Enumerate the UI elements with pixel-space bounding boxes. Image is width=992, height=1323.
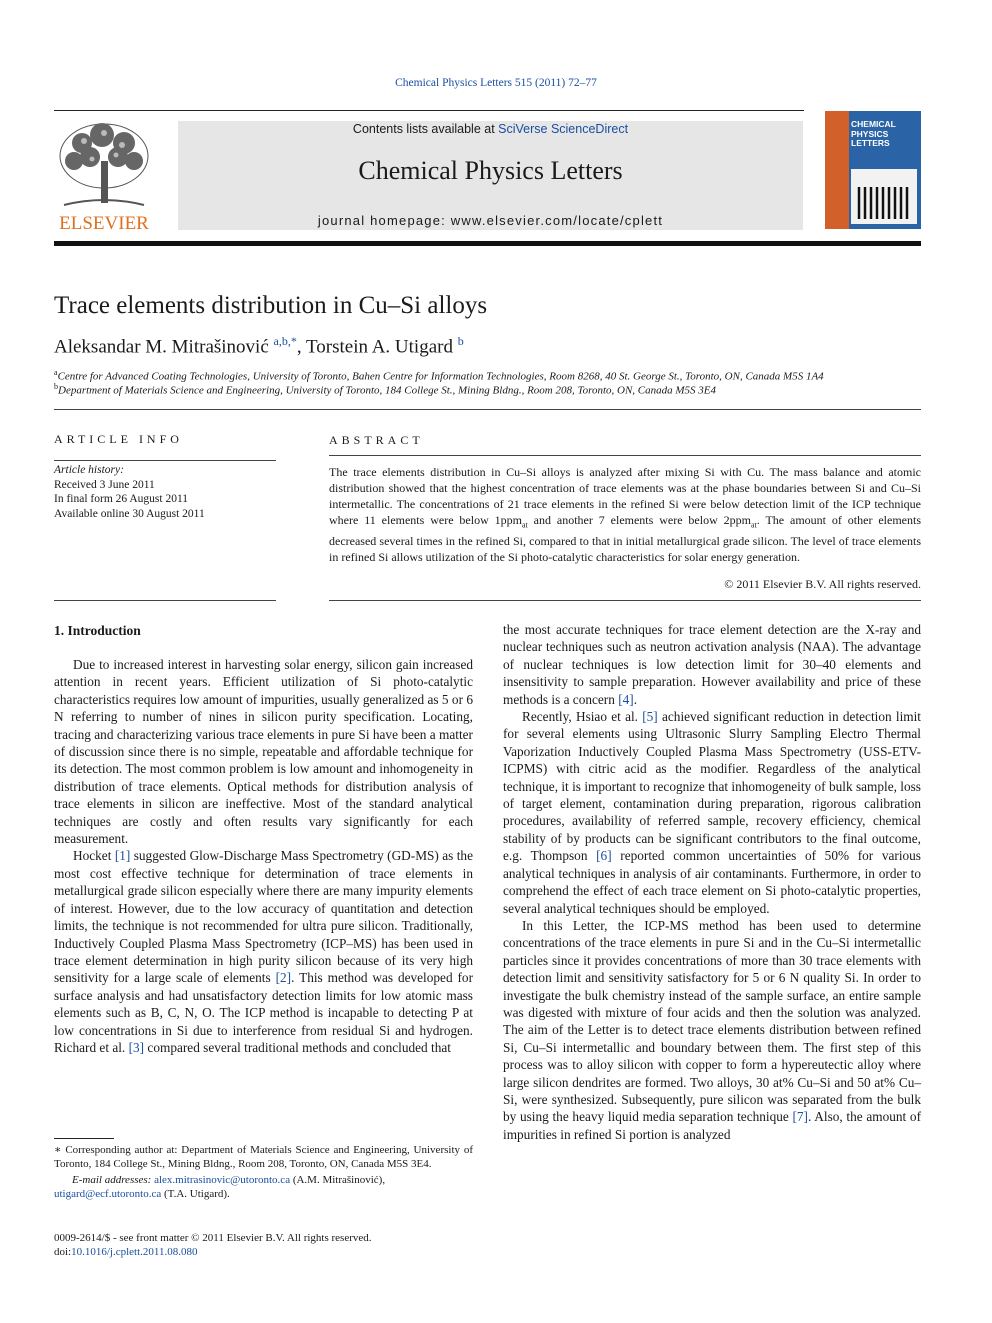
elsevier-logo (54, 121, 154, 233)
citation-link[interactable]: [5] (642, 709, 658, 725)
author-affiliation-sup[interactable]: b (457, 334, 464, 348)
sciencedirect-link[interactable]: SciVerse ScienceDirect (498, 122, 629, 136)
history-label: Article history: (54, 464, 124, 476)
contents-prefix: Contents lists available at (352, 122, 499, 136)
online-date: Available online 30 August 2011 (54, 507, 205, 520)
cover-strip (825, 111, 849, 229)
corresponding-author-note: ∗ Corresponding author at: Department of Materials Science and Engineering, University of Toronto, 184 College St., Mining Bldng., Room 208, Toronto, ON, Canada M5S 3E4. (54, 1144, 473, 1170)
cover-graphic (851, 169, 917, 224)
left-column (54, 656, 473, 1056)
author-list (54, 334, 464, 358)
info-rule (54, 460, 276, 461)
text-run: In this Letter, the ICP-MS method has been used to determine concentrations of the trace elements in pure Si and in the Cu–Si intermetallic particles since it provides concentrations of more than 30 trace elements with detection limit and sensitivity satisfactory for 5 or 6 N quality Si. In order to investigate the bulk chemistry instead of the sample surface, an entire sample was digested with mixture of four acids and then the solution was analyzed. The aim of the Letter is to detect trace elements distribution between refined Si, Cu–Si intermetallic and boundary between them. The first step of this process was to alloy silicon with copper to form a hypereutectic alloy where large silicon dendrites are formed. Two alloys, 30 at% Cu–Si and 50 at% Cu–Si, were synthesized. Subsequently, pure silicon was separated from the bulk by using the heavy liquid media separation technique (503, 917, 921, 1125)
journal-name: Chemical Physics Letters (358, 156, 623, 185)
elsevier-wordmark: ELSEVIER (59, 213, 149, 233)
issn-line: 0009-2614/$ - see front matter © 2011 Elsevier B.V. All rights reserved. (54, 1232, 372, 1244)
affiliation-text: Department of Materials Science and Engineering, University of Toronto, 184 College St., Mining Bldng., Room 208, Toronto, ON, Canada M5S 3E4 (58, 384, 717, 397)
abstract-part: and another 7 elements were below 2ppm (527, 513, 751, 527)
paragraph (54, 847, 473, 1056)
citation-link[interactable]: [1] (114, 848, 131, 864)
citation-link[interactable]: [2] (275, 970, 292, 986)
citation-link[interactable]: [4] (618, 691, 634, 707)
paragraph (503, 621, 921, 708)
section-rule (54, 409, 921, 410)
article-info-heading: ARTICLE INFO (54, 432, 183, 446)
corresponding-footnote (54, 1143, 473, 1201)
section-heading: 1. Introduction (54, 623, 141, 638)
email-owner: (T.A. Utigard). (161, 1188, 230, 1200)
abstract-text (329, 464, 921, 565)
affiliation-b: $^b$Department of Materials Science and Engineering, University of Toronto, 184 College St., Mining Bldng., Room 208, Toronto, ON, Canada M5S 3E4 (54, 382, 717, 397)
abstract-part: . The amount of other elements decreased several times in the refined Si, compared to that in initial metallurgical grade silicon. The level of trace elements in refined Si allows utilization of the Si photo-catalytic characteristics for solar energy generation. (329, 513, 921, 565)
email-link[interactable]: utigard@ecf.utoronto.ca (54, 1188, 162, 1200)
doi-line (54, 1245, 198, 1259)
cover-title-line: PHYSICS (851, 128, 889, 139)
final-form-date: In final form 26 August 2011 (54, 493, 189, 505)
cover-title (851, 120, 896, 149)
article-history (54, 463, 205, 521)
elsevier-tree-icon (54, 121, 154, 233)
journal-reference[interactable]: Chemical Physics Letters 515 (2011) 72–77 (395, 77, 597, 89)
paragraph (503, 708, 921, 917)
contents-line (178, 122, 803, 136)
right-column (503, 621, 921, 1143)
text-run: achieved significant reduction in detection limit for several elements using Ultrasonic Slurry Sampling Electro Thermal Vaporization Inductively Coupled Plasma Mass Spectrometry (USS-ETV-ICPMS) with citric acid as the modifier. Regardless of the analytical technique, it is important to recognize that inhomogeneity of bulk sample, loss of target element, contamination during preparation, rigorous calibration procedures, availability of referred sample, recovery efficiency, chemical stability of by products can be significant contributors to the final outcome, e.g. Thompson (503, 709, 921, 864)
footnote-rule (54, 1138, 114, 1139)
doi-link[interactable]: 10.1016/j.cplett.2011.08.080 (71, 1246, 198, 1258)
email-link[interactable]: alex.mitrasinovic@utoronto.ca (154, 1174, 291, 1186)
article-title: Trace elements distribution in Cu–Si alloys (54, 292, 488, 319)
text-run: suggested Glow-Discharge Mass Spectrometry (GD-MS) as the most cost effective technique for determination of trace elements in metallurgical grade silicon especially where there are many impurity elements of interest. However, due to the low accuracy of quantitation and detection limits, the technique is not recommended for ultra pure silicon. Traditionally, Inductively Coupled Plasma Mass Spectrometry (ICP–MS) has been used in trace element determination in high purity silicon because of its very high sensitivity for a large scale of elements (54, 848, 473, 986)
author-name: Torstein A. Utigard (306, 336, 453, 358)
email-label: E-mail addresses: (72, 1174, 152, 1186)
affiliation-a: $^a$Centre for Advanced Coating Technologies, University of Toronto, Bahen Centre for Information Technologies, Room 8268, 40 St. George St., Toronto, ON, Canada M5S 1A4 (54, 368, 824, 383)
affiliation-text: Centre for Advanced Coating Technologies, University of Toronto, Bahen Centre for Information Technologies, Room 8268, 40 St. George St., Toronto, ON, Canada M5S 1A4 (57, 370, 824, 383)
journal-homepage[interactable]: journal homepage: www.elsevier.com/locate/cplett (317, 213, 664, 228)
header-thick-rule (54, 241, 921, 246)
cover-title-line: CHEMICAL (851, 119, 896, 129)
text-run: Hocket (73, 848, 115, 864)
email-line (54, 1173, 473, 1201)
unit-subscript: at (521, 520, 528, 530)
abstract-copyright: © 2011 Elsevier B.V. All rights reserved. (724, 577, 921, 591)
text-run: compared several traditional methods and concluded that (144, 1039, 451, 1055)
email-owner: (A.M. Mitrašinović), (290, 1174, 386, 1186)
author-affiliation-sup[interactable]: a,b,* (273, 334, 297, 348)
citation-link[interactable]: [7] (792, 1109, 808, 1125)
citation-link[interactable]: [6] (596, 848, 612, 864)
text-run: reported common uncertainties of 50% for various analytical techniques in analysis of air contaminants. Furthermore, in order to comprehend the effect of each trace element on Si photo-catalytic properties, several analytical techniques should be employed. (503, 848, 921, 916)
citation-link[interactable]: [3] (128, 1039, 145, 1055)
received-date: Received 3 June 2011 (54, 478, 155, 491)
text-run: Recently, Hsiao et al. (522, 709, 643, 725)
text-run: . (633, 691, 638, 707)
unit-subscript: at (750, 520, 757, 530)
text-run: . This method was developed for surface analysis and had unsatisfactory detection limits for low atomic mass elements such as B, C, N, O. The ICP method is incapable to detecting P at low concentrations in Si due to interference from residual Si and hydrogen. Richard et al. (54, 970, 473, 1055)
text-run: the most accurate techniques for trace element detection are the X-ray and nuclear techniques such as neutron activation analysis (NAA). The advantage of nuclear techniques is low detection limit for 30–40 elements and insensitivity to sample preparation. However availability and price of these methods is a concern (503, 622, 921, 707)
paragraph (503, 917, 921, 1143)
journal-cover (825, 111, 921, 229)
cover-title-line: LETTERS (851, 138, 890, 148)
text-run: . Also, the amount of impurities in refined Si portion is analyzed (503, 1109, 922, 1142)
paragraph: Due to increased interest in harvesting solar energy, silicon gain increased attention in recent years. Efficient utilization of Si photo-catalytic characteristics requires low amount of impurities, usually generalized as 5 or 6 N referring to number of nines in silicon purity specification. Locating, tracing and characterizing various trace elements in pure Si have been a matter of discussion since there is no simple, repeatable and affordable technique for its detection. The most common problem is low amount and inhomogeneity in distribution of trace elements. Optical methods for distribution analysis of trace elements in silicon are ineffective. Most of the standard analytical techniques are costly and often results vary significantly for each measurement. (54, 657, 473, 847)
abstract-rule-bottom (329, 600, 921, 601)
abstract-rule (329, 455, 921, 456)
header-rule (54, 110, 804, 111)
info-rule-bottom (54, 600, 276, 601)
author-name: Aleksandar M. Mitrašinović (54, 336, 269, 358)
abstract-part: The trace elements distribution in Cu–Si alloys is analyzed after mixing Si with Cu. The mass balance and atomic distribution showed that the highest concentration of trace elements was at the phase boundaries between Si and Cu–Si intermetallic. The concentrations of 21 trace elements in the refined Si were below detection limit of the ICP technique where 11 elements were below 1ppm (329, 465, 921, 527)
author-separator: , (296, 336, 307, 358)
abstract-heading: ABSTRACT (329, 433, 424, 447)
doi-label: doi: (54, 1246, 72, 1258)
